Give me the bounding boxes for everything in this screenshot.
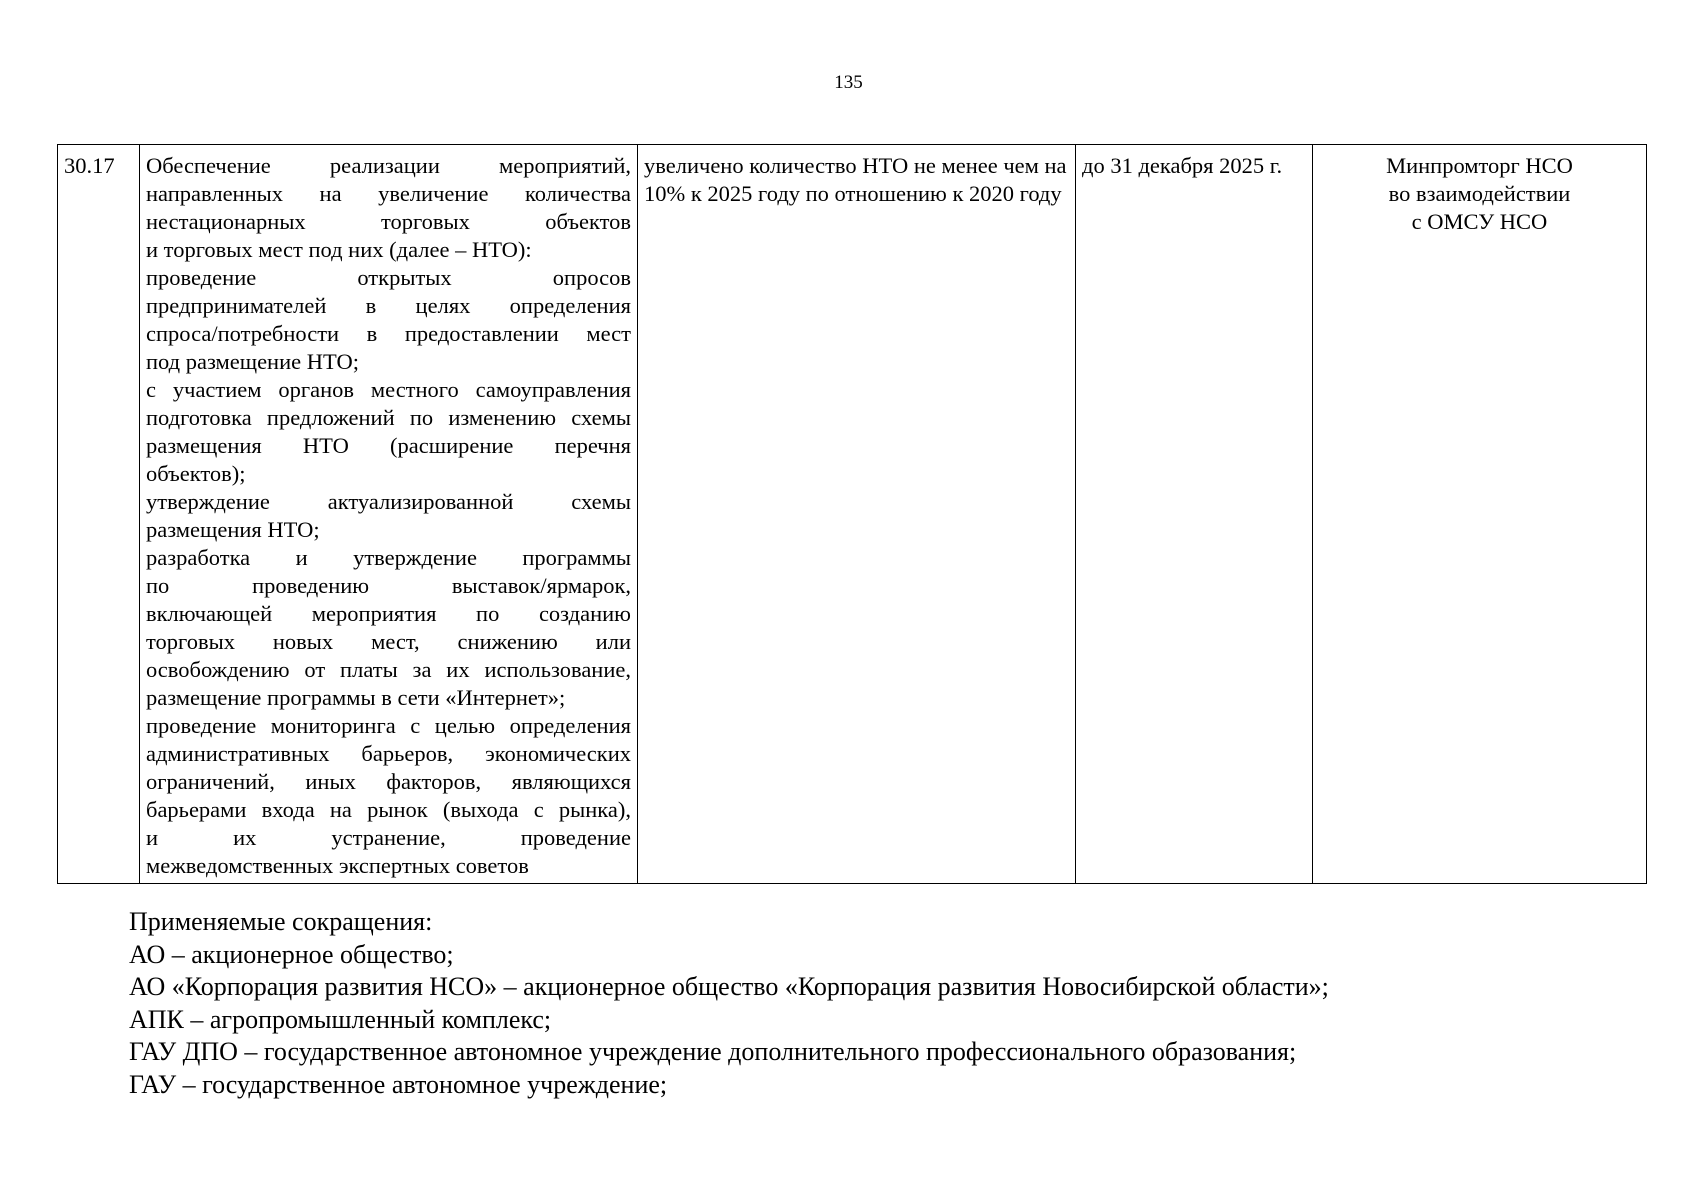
action-line: размещение программы в сети «Интернет»; — [146, 685, 566, 710]
action-line: Обеспечение реализации мероприятий, — [146, 153, 631, 178]
action-line: административных барьеров, экономических — [146, 741, 631, 766]
action-line: размещения НТО (расширение перечня — [146, 433, 631, 458]
deadline-cell: до 31 декабря 2025 г. — [1076, 145, 1313, 884]
abbreviations-section — [129, 906, 1629, 1101]
action-line: направленных на увеличение количества — [146, 181, 631, 206]
action-line: подготовка предложений по изменению схемы — [146, 405, 631, 430]
action-line: размещения НТО; — [146, 517, 320, 542]
measures-table — [57, 144, 1647, 884]
executor-line: во взаимодействии — [1388, 181, 1571, 206]
action-line: спроса/потребности в предоставлении мест — [146, 321, 631, 346]
table-row — [58, 145, 1647, 884]
abbreviation-item: АО «Корпорация развития НСО» – акционерное общество «Корпорация развития Новосибирской области»; — [129, 972, 1329, 1001]
action-line: проведение мониторинга с целью определения — [146, 713, 631, 738]
action-line: утверждение актуализированной схемы — [146, 489, 631, 514]
row-number: 30.17 — [58, 145, 140, 884]
abbreviation-item: АПК – агропромышленный комплекс; — [129, 1004, 552, 1034]
abbreviation-item: АО – акционерное общество; — [129, 939, 454, 969]
abbreviations-heading: Применяемые сокращения: — [129, 907, 433, 936]
abbreviation-item: ГАУ ДПО – государственное автономное учреждение дополнительного профессионального образования; — [129, 1037, 1297, 1066]
action-line: нестационарных торговых объектов — [146, 209, 631, 234]
page-number: 135 — [834, 72, 863, 93]
action-line: межведомственных экспертных советов — [146, 853, 529, 878]
executor-cell — [1313, 145, 1647, 884]
action-line: торговых новых мест, снижению или — [146, 629, 631, 654]
action-line: освобождению от платы за их использование, — [146, 657, 631, 682]
executor-line: Минпромторг НСО — [1386, 153, 1573, 178]
action-cell — [140, 145, 638, 884]
action-line: разработка и утверждение программы — [146, 545, 631, 570]
action-line: предпринимателей в целях определения — [146, 293, 631, 318]
action-line: и торговых мест под них (далее – НТО): — [146, 237, 532, 262]
action-line: с участием органов местного самоуправления — [146, 377, 631, 402]
abbreviation-item: ГАУ – государственное автономное учреждение; — [129, 1069, 668, 1099]
action-line: ограничений, иных факторов, являющихся — [146, 769, 631, 794]
action-line: и их устранение, проведение — [146, 825, 631, 850]
result-cell: увеличено количество НТО не менее чем на 10% к 2025 году по отношению к 2020 году — [638, 145, 1076, 884]
action-line: по проведению выставок/ярмарок, — [146, 573, 631, 598]
executor-line: с ОМСУ НСО — [1411, 209, 1548, 234]
action-line: барьерами входа на рынок (выхода с рынка), — [146, 797, 631, 822]
action-line: объектов); — [146, 461, 246, 486]
action-line: включающей мероприятия по созданию — [146, 601, 631, 626]
action-line: под размещение НТО; — [146, 349, 359, 374]
action-line: проведение открытых опросов — [146, 265, 631, 290]
